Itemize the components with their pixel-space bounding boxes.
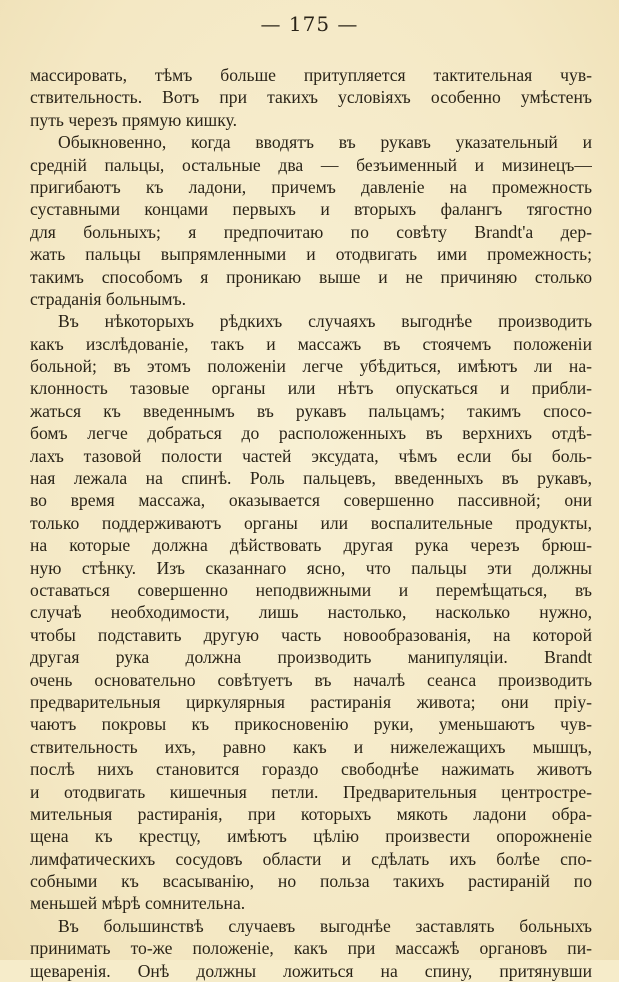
text-line: только поддерживаютъ органы или воспалительные продукты, (30, 512, 592, 533)
text-line: массировать, тѣмъ больше притупляется тактительная чув- (30, 65, 592, 85)
paragraph-start-line: Въ нѣкоторыхъ рѣдкихъ случаяхъ выгоднѣе производить (58, 311, 592, 332)
text-line: средній пальцы, остальные два — безъименный и мизинецъ— (30, 154, 592, 175)
text-line: и отодвигать кишечныя петли. Предварительныя центростре- (30, 781, 592, 802)
text-line: ствительность ихъ, равно какъ и нижележащихъ мышцъ, (30, 736, 592, 757)
text-line: клонность тазовые органы или нѣтъ опускаться и прибли- (30, 378, 592, 399)
text-line: оставаться совершенно неподвижными и перемѣщаться, въ (30, 579, 592, 600)
text-line: такимъ способомъ я проникаю выше и не причиняю столько (30, 266, 592, 287)
paragraph-start-line: Въ большинствѣ случаевъ выгоднѣе заставлять больныхъ (58, 915, 592, 936)
text-line: на которые должна дѣйствовать другая рука черезъ брюш- (30, 535, 592, 556)
text-line: послѣ нихъ становится гораздо свободнѣе нажимать животъ (30, 759, 592, 780)
text-line: чаютъ покровы къ прикосновенію руки, уменьшаютъ чув- (30, 714, 592, 735)
text-line: жаться къ введеннымъ въ рукавъ пальцамъ; такимъ спосо- (30, 400, 592, 421)
text-line: путь черезъ прямую кишку. (30, 109, 237, 130)
text-line: собными къ всасыванію, но польза такихъ растираній по (30, 871, 592, 892)
page-number: — 175 — (260, 12, 359, 36)
text-line: больной; въ этомъ положеніи легче убѣдиться, имѣютъ ли на- (30, 356, 592, 377)
text-line: чтобы подставить другую часть новообразованія, на которой (30, 624, 592, 645)
text-line: страданія больнымъ. (30, 288, 187, 309)
text-line: щена къ крестцу, имѣютъ цѣлію произвести опорожненіе (30, 826, 592, 847)
text-line: ная лежала на спинѣ. Роль пальцевъ, введенныхъ въ рукавъ, (30, 468, 592, 489)
text-line: щеваренія. Онѣ должны ложиться на спину, притянувши (30, 960, 592, 981)
text-line: какъ изслѣдованіе, такъ и массажъ въ стоячемъ положеніи (30, 333, 592, 354)
text-line: принимать то-же положеніе, какъ при массажѣ органовъ пи- (30, 938, 592, 959)
page-text (30, 64, 592, 982)
text-line: предварительныя циркулярныя растиранія живота; они пріу- (30, 691, 592, 712)
text-line: ствительность. Вотъ при такихъ условіяхъ особенно умѣстенъ (30, 87, 592, 108)
text-line: лимфатическихъ сосудовъ области и сдѣлать ихъ болѣе спо- (30, 848, 592, 869)
text-line: для больныхъ; я предпочитаю по совѣту Brandt'а дер- (30, 221, 592, 242)
text-line: жать пальцы выпрямленными и отодвигать ими промежность; (30, 244, 592, 265)
paragraph-start-line: Обыкновенно, когда вводятъ въ рукавъ указательный и (58, 132, 592, 153)
text-line: во время массажа, оказывается совершенно пассивной; они (30, 490, 592, 511)
text-line: очень основательно совѣтуетъ въ началѣ сеанса производить (30, 669, 592, 690)
text-line: мительныя растиранія, при которыхъ мякоть ладони обра- (30, 803, 592, 824)
text-line: случаѣ необходимости, лишь настолько, насколько нужно, (30, 602, 592, 623)
text-line: другая рука должна производить манипуляціи. Brandt (30, 647, 592, 668)
text-line: пригибаютъ къ ладони, причемъ давленіе на промежность (30, 176, 592, 197)
text-line: меньшей мѣрѣ сомнительна. (30, 893, 246, 914)
text-line: бомъ легче добраться до расположенныхъ въ верхнихъ отдѣ- (30, 423, 592, 444)
text-line: ную стѣнку. Изъ сказаннаго ясно, что пальцы эти должны (30, 557, 592, 578)
text-line: суставными концами первыхъ и вторыхъ фалангъ тягостно (30, 199, 592, 220)
text-line: лахъ тазовой полости частей эксудата, чѣмъ если бы боль- (30, 445, 592, 466)
